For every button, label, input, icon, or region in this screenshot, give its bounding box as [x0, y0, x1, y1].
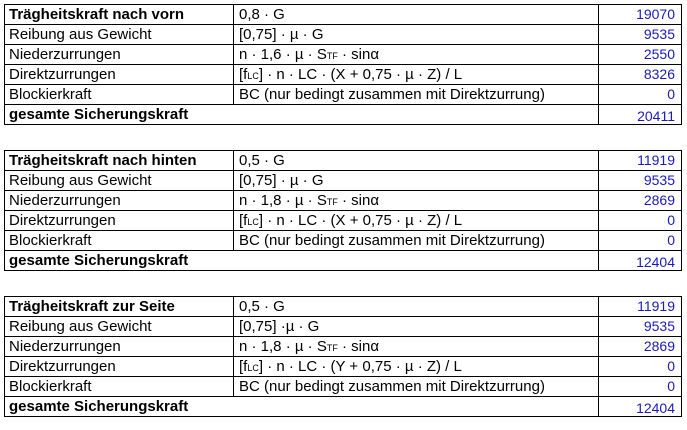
header-value: 19070 [598, 4, 682, 25]
formula-part: ] · n · LC · (X + 0,75 · µ · Z) / L [258, 212, 463, 229]
total-label: gesamte Sicherungskraft [4, 251, 598, 271]
row-label: Reibung aus Gewicht [4, 25, 233, 45]
row-label: Niederzurrungen [4, 191, 233, 211]
formula-part: n · 1,8 · µ · S [239, 192, 327, 209]
row-label: Blockierkraft [4, 85, 233, 105]
row-value: 0 [598, 357, 682, 377]
row-value: 9535 [598, 171, 682, 191]
row-formula [233, 65, 598, 85]
row-value: 0 [598, 85, 682, 105]
formula-part: · sinα [337, 46, 380, 63]
row-value: 0 [598, 377, 682, 397]
row-formula: BC (nur bedingt zusammen mit Direktzurrung) [233, 85, 598, 105]
row-label: Blockierkraft [4, 231, 233, 251]
table-nach-vorn [4, 4, 682, 125]
row-label: Blockierkraft [4, 377, 233, 397]
row-label: Direktzurrungen [4, 357, 233, 377]
total-row [4, 397, 682, 417]
row-label: Niederzurrungen [4, 337, 233, 357]
header-formula: 0,8 · G [233, 4, 598, 25]
row-formula [233, 211, 598, 231]
row-value: 0 [598, 211, 682, 231]
table-row [4, 211, 682, 231]
header-value: 11919 [598, 296, 682, 317]
header-label: Trägheitskraft nach hinten [4, 150, 233, 171]
total-row [4, 105, 682, 125]
row-formula: [0,75] · µ · G [233, 25, 598, 45]
row-formula [233, 191, 598, 211]
formula-part: ] · n · LC · (X + 0,75 · µ · Z) / L [258, 66, 463, 83]
table-nach-hinten [4, 150, 682, 271]
row-formula: BC (nur bedingt zusammen mit Direktzurrung) [233, 377, 598, 397]
row-label: Reibung aus Gewicht [4, 317, 233, 337]
row-label: Direktzurrungen [4, 211, 233, 231]
table-row [4, 231, 682, 251]
table-zur-seite [4, 296, 682, 417]
row-value: 0 [598, 231, 682, 251]
table-row [4, 337, 682, 357]
formula-subscript: LC [247, 71, 259, 81]
total-label: gesamte Sicherungskraft [4, 105, 598, 125]
formula-subscript: TF [326, 197, 338, 207]
formula-subscript: LC [247, 363, 259, 373]
formula-part: [f [239, 66, 248, 83]
header-label: Trägheitskraft nach vorn [4, 4, 233, 25]
formula-subscript: TF [326, 343, 338, 353]
row-formula [233, 357, 598, 377]
row-formula: [0,75] ·µ · G [233, 317, 598, 337]
row-value: 2550 [598, 45, 682, 65]
header-row [4, 4, 682, 25]
row-label: Niederzurrungen [4, 45, 233, 65]
table-row [4, 171, 682, 191]
row-formula: [0,75] · µ · G [233, 171, 598, 191]
row-formula [233, 45, 598, 65]
row-value: 9535 [598, 317, 682, 337]
table-row [4, 317, 682, 337]
table-row [4, 377, 682, 397]
total-value: 12404 [598, 251, 682, 271]
header-formula: 0,5 · G [233, 150, 598, 171]
row-formula: BC (nur bedingt zusammen mit Direktzurrung) [233, 231, 598, 251]
formula-part: · sinα [337, 192, 380, 209]
row-value: 8326 [598, 65, 682, 85]
row-value: 2869 [598, 191, 682, 211]
formula-subscript: LC [247, 217, 259, 227]
header-row [4, 150, 682, 171]
table-row [4, 65, 682, 85]
total-row [4, 251, 682, 271]
row-label: Direktzurrungen [4, 65, 233, 85]
formula-part: · sinα [337, 338, 380, 355]
table-row [4, 45, 682, 65]
formula-subscript: TF [326, 51, 338, 61]
formula-part: n · 1,6 · µ · S [239, 46, 327, 63]
table-row [4, 357, 682, 377]
row-formula [233, 337, 598, 357]
header-row [4, 296, 682, 317]
total-value: 20411 [598, 105, 682, 125]
formula-part: [f [239, 212, 248, 229]
table-row [4, 191, 682, 211]
total-label: gesamte Sicherungskraft [4, 397, 598, 417]
formula-part: [f [239, 358, 248, 375]
formula-part: ] · n · LC · (Y + 0,75 · µ · Z) / L [258, 358, 462, 375]
row-value: 2869 [598, 337, 682, 357]
header-label: Trägheitskraft zur Seite [4, 296, 233, 317]
row-label: Reibung aus Gewicht [4, 171, 233, 191]
table-row [4, 85, 682, 105]
total-value: 12404 [598, 397, 682, 417]
header-value: 11919 [598, 150, 682, 171]
table-row [4, 25, 682, 45]
formula-part: n · 1,8 · µ · S [239, 338, 327, 355]
header-formula: 0,5 · G [233, 296, 598, 317]
row-value: 9535 [598, 25, 682, 45]
